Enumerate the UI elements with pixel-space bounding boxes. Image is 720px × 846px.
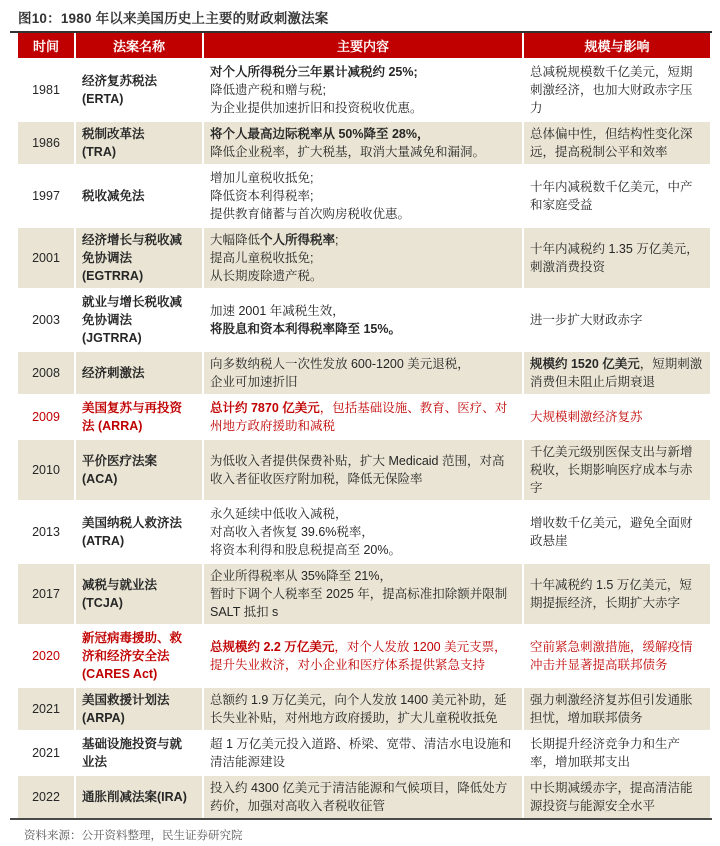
plain-text: 总减税规模数千亿美元，短期刺激经济，也加大财政赤字压力 — [530, 65, 693, 115]
law-name-cell: 税收减免法 — [74, 166, 202, 226]
plain-text: 对高收入者恢复 39.6%税率， — [210, 525, 374, 539]
plain-text: 提高儿童税收抵免; — [210, 251, 314, 265]
plain-text: 空前紧急刺激措施，缓解疫情冲击并显著提高联邦债务 — [530, 640, 693, 672]
emphasis-text: 规模约 1520 亿美元 — [530, 357, 640, 371]
table-header-row — [18, 33, 710, 58]
table-row — [18, 624, 710, 686]
plain-text: 企业所得税率从 35%降至 21%， — [210, 569, 392, 583]
header-cell-time: 时间 — [32, 39, 59, 54]
plain-text: 十年减税约 1.5 万亿美元，短期提振经济，长期扩大赤字 — [530, 578, 692, 610]
plain-text: ; — [335, 233, 339, 247]
main-content-cell — [202, 60, 522, 120]
year-cell: 2017 — [32, 587, 60, 601]
table-body — [18, 58, 710, 818]
scale-impact-cell — [522, 228, 710, 288]
plain-text: 将资本利得和股息税提高至 20%。 — [210, 543, 401, 557]
plain-text: 长期提升经济竞争力和生产率，增加联邦支出 — [530, 737, 681, 769]
law-name-cell: 经济刺激法 — [74, 352, 202, 394]
year-cell: 2008 — [32, 366, 60, 380]
plain-text: 大规模刺激经济复苏 — [530, 410, 643, 424]
plain-text: ，短期刺激消费但未阻止后期衰退 — [530, 357, 703, 389]
table-row — [18, 164, 710, 226]
emphasis-text: 将个人最高边际税率从 50%降至 28%， — [210, 127, 430, 141]
law-name-cell: 美国纳税人救济法 (ATRA) — [74, 502, 202, 562]
plain-text: 向多数纳税人一次性发放 600-1200 美元退税， — [210, 357, 470, 371]
law-name-cell: 税制改革法 (TRA) — [74, 122, 202, 164]
table-row — [18, 500, 710, 562]
plain-text: 十年内减税数千亿美元，中产和家庭受益 — [530, 180, 693, 212]
main-content-cell — [202, 502, 522, 562]
main-content-cell — [202, 228, 522, 288]
main-content-cell — [202, 352, 522, 394]
plain-text: 进一步扩大财政赤字 — [530, 313, 643, 327]
plain-text: ，对个人发放 1200 美元支票，提升失业救济，对小企业和医疗体系提供紧急支持 — [210, 640, 507, 672]
table-row — [18, 438, 710, 500]
law-name-cell: 美国救援计划法 (ARPA) — [74, 688, 202, 730]
scale-impact-cell — [522, 502, 710, 562]
main-content-cell — [202, 122, 522, 164]
law-name-cell: 新冠病毒援助、救 济和经济安全法 (CARES Act) — [74, 626, 202, 686]
scale-impact-cell — [522, 60, 710, 120]
source-note: 资料来源：公开资料整理，民生证券研究院 — [24, 830, 243, 842]
plain-text: 千亿美元级别医保支出与新增税收，长期影响医疗成本与赤字 — [530, 445, 693, 495]
emphasis-text: 对个人所得税分三年累计减税约 25%; — [210, 65, 418, 79]
year-cell: 2013 — [32, 525, 60, 539]
table-row — [18, 288, 710, 350]
year-cell: 2001 — [32, 251, 60, 265]
year-cell: 2021 — [32, 746, 60, 760]
law-name-cell: 就业与增长税收减 免协调法 (JGTRRA) — [74, 290, 202, 350]
year-cell: 2003 — [32, 313, 60, 327]
plain-text: 永久延续中低收入减税， — [210, 507, 348, 521]
emphasis-text: 将股息和资本利得税率降至 15%。 — [210, 322, 401, 336]
plain-text: ，包括基础设施、教育、医疗、对州地方政府援助和减税 — [210, 401, 508, 433]
scale-impact-cell — [522, 290, 710, 350]
table-row — [18, 394, 710, 438]
table-row — [18, 730, 710, 774]
scale-impact-cell — [522, 688, 710, 730]
emphasis-text: 总规模约 2.2 万亿美元 — [210, 640, 335, 654]
year-cell: 2010 — [32, 463, 60, 477]
law-name-cell: 经济增长与税收减 免协调法 (EGTRRA) — [74, 228, 202, 288]
law-name-cell: 经济复苏税法 (ERTA) — [74, 60, 202, 120]
figure-title: 图10：1980 年以来美国历史上主要的财政刺激法案 — [18, 11, 329, 26]
scale-impact-cell — [522, 776, 710, 818]
plain-text: 企业可加速折旧 — [210, 375, 298, 389]
plain-text: 暂时下调个人税率至 2025 年，提高标准扣除额并限制 SALT 抵扣 s — [210, 587, 508, 619]
year-cell: 1986 — [32, 136, 60, 150]
main-content-cell — [202, 396, 522, 438]
fiscal-stimulus-table — [18, 33, 710, 818]
main-content-cell — [202, 688, 522, 730]
year-cell: 1997 — [32, 189, 60, 203]
plain-text: 降低企业税率，扩大税基，取消大量减免和漏洞。 — [210, 145, 486, 159]
main-content-cell — [202, 166, 522, 226]
plain-text: 从长期废除遗产税。 — [210, 269, 323, 283]
table-row — [18, 120, 710, 164]
law-name-cell: 平价医疗法案 (ACA) — [74, 440, 202, 500]
table-row — [18, 686, 710, 730]
plain-text: 总额约 1.9 万亿美元，向个人发放 1400 美元补助，延长失业补贴，对州地方政府援助，扩大儿童税收抵免 — [210, 693, 507, 725]
table-row — [18, 58, 710, 120]
plain-text: 投入约 4300 亿美元于清洁能源和气候项目，降低处方药价，加强对高收入者税收征管 — [210, 781, 508, 813]
scale-impact-cell — [522, 352, 710, 394]
header-cell-act-name: 法案名称 — [74, 33, 202, 58]
scale-impact-cell — [522, 626, 710, 686]
header-cell-main-content: 主要内容 — [202, 33, 522, 58]
law-name-cell: 美国复苏与再投资 法 (ARRA) — [74, 396, 202, 438]
table-row — [18, 226, 710, 288]
plain-text: 加速 2001 年减税生效， — [210, 304, 345, 318]
plain-text: 大幅降低 — [210, 233, 261, 247]
year-cell: 2009 — [32, 410, 60, 424]
emphasis-text: 总计约 7870 亿美元 — [210, 401, 320, 415]
year-cell: 2022 — [32, 790, 60, 804]
scale-impact-cell — [522, 166, 710, 226]
table-row — [18, 774, 710, 818]
plain-text: 总体偏中性，但结构性变化深远，提高税制公平和效率 — [530, 127, 693, 159]
plain-text: 增加儿童税收抵免; — [210, 171, 314, 185]
scale-impact-cell — [522, 396, 710, 438]
main-content-cell — [202, 626, 522, 686]
year-cell: 2020 — [32, 649, 60, 663]
main-content-cell — [202, 732, 522, 774]
law-name-cell: 通胀削减法案(IRA) — [74, 776, 202, 818]
plain-text: 为低收入者提供保费补贴，扩大 Medicaid 范围，对高收入者征收医疗附加税，降低无保险率 — [210, 454, 505, 486]
table-row — [18, 562, 710, 624]
header-cell-scale-impact: 规模与影响 — [522, 33, 710, 58]
plain-text: 增收数千亿美元，避免全面财政悬崖 — [530, 516, 693, 548]
year-cell: 2021 — [32, 702, 60, 716]
scale-impact-cell — [522, 564, 710, 624]
main-content-cell — [202, 564, 522, 624]
plain-text: 提供教育储蓄与首次购房税收优惠。 — [210, 207, 411, 221]
plain-text: 强力刺激经济复苏但引发通胀担忧，增加联邦债务 — [530, 693, 693, 725]
table-row — [18, 350, 710, 394]
scale-impact-cell — [522, 122, 710, 164]
main-content-cell — [202, 440, 522, 500]
law-name-cell: 基础设施投资与就 业法 — [74, 732, 202, 774]
main-content-cell — [202, 290, 522, 350]
scale-impact-cell — [522, 440, 710, 500]
law-name-cell: 减税与就业法 (TCJA) — [74, 564, 202, 624]
scale-impact-cell — [522, 732, 710, 774]
main-content-cell — [202, 776, 522, 818]
plain-text: 为企业提供加速折旧和投资税收优惠。 — [210, 101, 423, 115]
emphasis-text: 个人所得税率 — [260, 233, 336, 247]
year-cell: 1981 — [32, 83, 60, 97]
plain-text: 中长期减缓赤字，提高清洁能源投资与能源安全水平 — [530, 781, 693, 813]
plain-text: 十年内减税约 1.35 万亿美元，刺激消费投资 — [530, 242, 699, 274]
plain-text: 降低资本利得税率; — [210, 189, 314, 203]
plain-text: 超 1 万亿美元投入道路、桥梁、宽带、清洁水电设施和清洁能源建设 — [210, 737, 512, 769]
plain-text: 降低遗产税和赠与税; — [210, 83, 326, 97]
